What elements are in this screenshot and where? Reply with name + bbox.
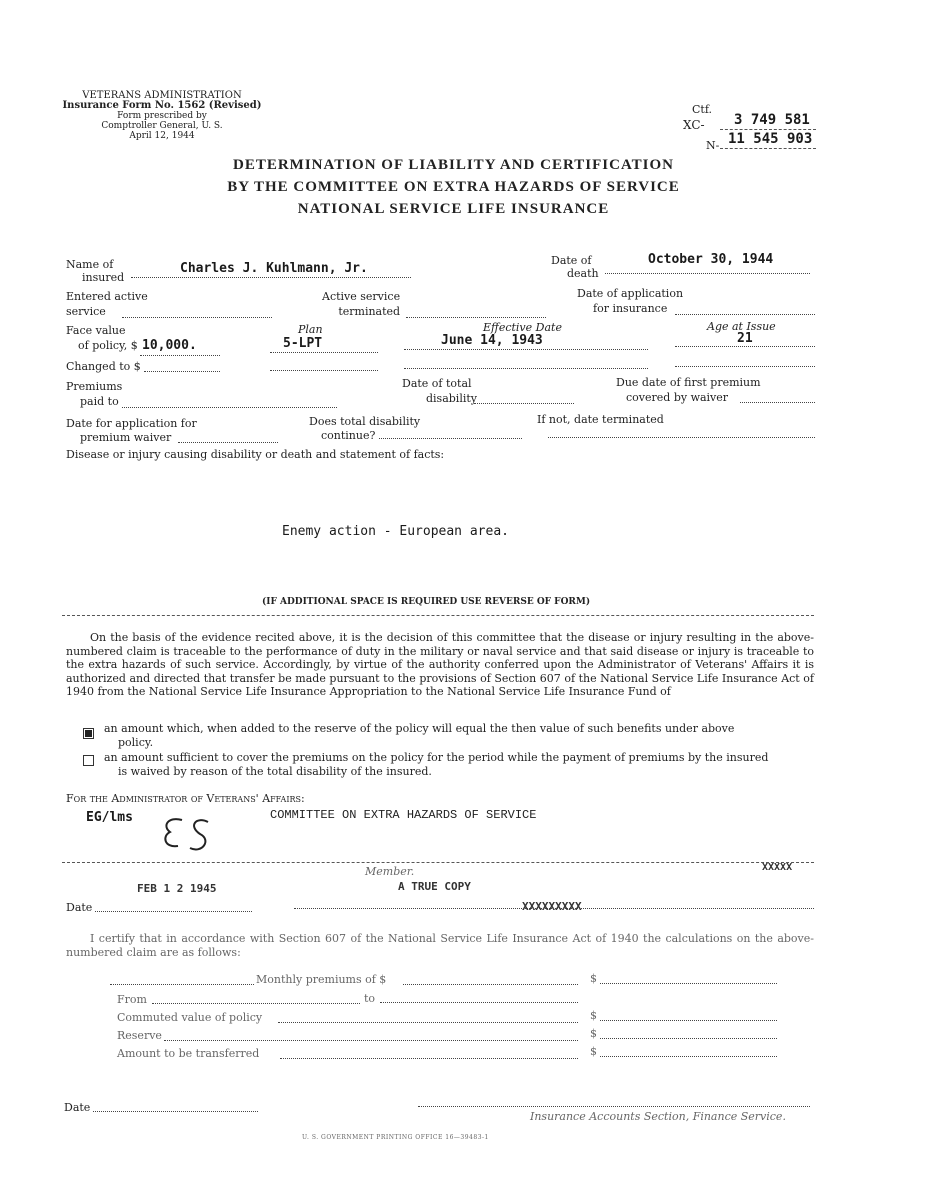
- option-text-1: [104, 722, 816, 749]
- premiums-paid-label: [66, 380, 122, 408]
- form-title-line-3: NATIONAL SERVICE LIFE INSURANCE: [297, 201, 610, 217]
- commuted-amount-line: [600, 1020, 777, 1021]
- terminated-label-line-1: Active service: [322, 290, 401, 303]
- to-label: to: [364, 992, 376, 1005]
- terminated-label: [322, 290, 400, 318]
- commuted-value-label: Commuted value of policy: [117, 1011, 263, 1024]
- first-premium-line: [740, 402, 815, 403]
- application-label: [577, 287, 683, 315]
- date-stamp: FEB 1 2 1945: [137, 882, 217, 895]
- form-title-line-2: BY THE COMMITTEE ON EXTRA HAZARDS OF SERVICE: [227, 179, 680, 195]
- facts-label: Disease or injury causing disability or death and statement of facts:: [66, 448, 445, 461]
- face-value-label-line-1: Face value: [66, 324, 126, 337]
- form-header-form-number: Insurance Form No. 1562 (Revised): [62, 100, 262, 111]
- total-disability-label: [402, 377, 477, 405]
- first-premium-label: [616, 376, 761, 404]
- option-checkbox-1[interactable]: [83, 728, 94, 739]
- xc-label: XC-: [683, 118, 705, 132]
- death-line: [605, 273, 810, 274]
- certify-paragraph: I certify that in accordance with Section 607 of the National Service Life Insurance Act of 1940 the calculations on the above-numbered claim are as follows:: [66, 932, 814, 959]
- changed-to-line: [144, 371, 220, 372]
- date-of-death: October 30, 1944: [648, 252, 774, 267]
- decision-paragraph: On the basis of the evidence recited above, it is the decision of this committee that the disease or injury resulting in the above-numbered claim is traceable to the performance of duty in the military or naval service and that said disease or injury is traceable to the extra hazards of such service. Accordingly, by virtue of the authority conferred upon the Administrator of Veterans' Affairs it is authorized and directed that transfer be made pursuant to the provisions of Section 607 of the National Service Life Insurance Act of 1940 from the National Service Life Insurance Appropriation to the National Service Life Insurance Fund of: [66, 631, 814, 698]
- footer-signature-line: [418, 1106, 810, 1107]
- signature-date-label: Date: [66, 901, 93, 914]
- changed-plan-line: [270, 370, 378, 371]
- changed-to-label: Changed to $: [66, 360, 141, 373]
- face-value: 10,000.: [142, 338, 197, 353]
- first-premium-label-line-1: Due date of first premium: [616, 376, 761, 389]
- waiver-date-label: [66, 417, 197, 444]
- footer-date-label: Date: [64, 1101, 91, 1114]
- face-value-line: [140, 355, 220, 356]
- form-header-comptroller: Comptroller General, U. S.: [101, 121, 223, 131]
- initials: EG/lms: [86, 810, 133, 825]
- option-text-1-line-2: policy.: [118, 735, 154, 749]
- changed-effective-line: [404, 368, 648, 369]
- form-header-prescribed: Form prescribed by: [117, 111, 207, 121]
- cancelled-mark-right: XXXXX: [762, 862, 793, 873]
- reverse-note: (IF ADDITIONAL SPACE IS REQUIRED USE REVERSE OF FORM): [262, 597, 591, 607]
- form-title-line-1: DETERMINATION OF LIABILITY AND CERTIFICATION: [232, 157, 675, 173]
- form-header: [62, 91, 262, 141]
- commuted-dollar-sign: $: [590, 1009, 597, 1022]
- n-number: 11 545 903: [728, 131, 813, 147]
- death-label-line-1: Date of: [551, 254, 592, 267]
- waiver-date-label-line-2: premium waiver: [80, 431, 172, 444]
- option-text-2-line-2: is waived by reason of the total disability of the insured.: [118, 764, 432, 778]
- terminated-line: [406, 317, 546, 318]
- entered-service-label-line-2: service: [66, 305, 106, 318]
- application-label-line-2: for insurance: [593, 302, 668, 315]
- from-line: [152, 1003, 360, 1004]
- total-disability-label-line-2: disability: [426, 392, 477, 405]
- age-at-issue: 21: [737, 331, 753, 346]
- application-label-line-1: Date of application: [577, 287, 684, 300]
- reserve-line: [164, 1040, 578, 1041]
- n-number-line: [720, 148, 816, 149]
- reserve-amount-line: [600, 1038, 777, 1039]
- disability-continue-label-line-2: continue?: [321, 429, 376, 442]
- entered-service-line: [122, 317, 272, 318]
- facts-statement: Enemy action - European area.: [282, 524, 509, 539]
- changed-age-line: [675, 366, 815, 367]
- first-premium-label-line-2: covered by waiver: [626, 391, 729, 404]
- name-label-line-2: insured: [82, 271, 125, 284]
- form-header-date: April 12, 1944: [129, 131, 195, 141]
- plan-value: 5-LPT: [283, 336, 323, 351]
- to-line: [380, 1002, 578, 1003]
- death-label: [551, 254, 599, 280]
- waiver-date-line: [178, 442, 278, 443]
- amount-transferred-label: Amount to be transferred: [117, 1047, 260, 1060]
- xc-number: 3 749 581: [734, 112, 810, 128]
- face-value-label-line-2: of policy, $: [78, 339, 138, 352]
- plan-label: Plan: [298, 323, 323, 336]
- monthly-amount-line: [600, 983, 777, 984]
- name-line: [131, 277, 411, 278]
- signature-initials: [160, 814, 218, 860]
- waiver-date-label-line-1: Date for application for: [66, 417, 197, 430]
- monthly-premiums-prefix-line: [110, 984, 254, 985]
- ctf-label: Ctf.: [692, 103, 713, 116]
- if-not-terminated-label: If not, date terminated: [537, 413, 664, 426]
- disability-continue-label-line-1: Does total disability: [309, 415, 421, 428]
- reserve-dollar-sign: $: [590, 1027, 597, 1040]
- premiums-paid-label-line-2: paid to: [80, 395, 119, 408]
- member-signature-line: [294, 908, 814, 909]
- true-copy-stamp: A TRUE COPY: [398, 880, 471, 893]
- premiums-paid-label-line-1: Premiums: [66, 380, 123, 393]
- committee-name: COMMITTEE ON EXTRA HAZARDS OF SERVICE: [270, 808, 537, 822]
- name-label-line-1: Name of: [66, 258, 114, 271]
- for-administrator-label: For the Administrator of Veterans' Affairs:: [66, 792, 305, 805]
- option-checkbox-2[interactable]: [83, 755, 94, 766]
- printing-office-note: U. S. GOVERNMENT PRINTING OFFICE 16—39483-1: [302, 1134, 489, 1141]
- effective-date: June 14, 1943: [441, 333, 543, 348]
- age-at-issue-line: [675, 346, 815, 347]
- monthly-premiums-line: [403, 984, 578, 985]
- entered-service-label-line-1: Entered active: [66, 290, 148, 303]
- reserve-label: Reserve: [117, 1029, 162, 1042]
- age-at-issue-label: Age at Issue: [707, 320, 776, 333]
- insured-name: Charles J. Kuhlmann, Jr.: [180, 261, 368, 276]
- total-disability-line: [474, 403, 574, 404]
- member-label: Member.: [365, 865, 415, 878]
- entered-service-label: [66, 290, 148, 318]
- terminated-label-line-2: terminated: [338, 305, 401, 318]
- effective-date-line: [404, 349, 648, 350]
- application-line: [675, 314, 815, 315]
- footer-date-line: [93, 1111, 258, 1112]
- total-disability-label-line-1: Date of total: [402, 377, 472, 390]
- signature-date-line: [95, 911, 252, 912]
- amount-transferred-line: [280, 1058, 578, 1059]
- name-label: [66, 258, 124, 284]
- accounts-section-label: Insurance Accounts Section, Finance Service.: [530, 1110, 786, 1123]
- plan-line: [270, 352, 378, 353]
- cancelled-mark-bottom: XXXXXXXXX: [522, 900, 582, 913]
- premiums-paid-line: [122, 407, 337, 408]
- if-not-terminated-line: [548, 437, 815, 438]
- reverse-note-divider: [62, 615, 814, 616]
- member-line: [62, 862, 814, 863]
- option-text-1-line-1: an amount which, when added to the reserve of the policy will equal the then value of such benefits under above: [104, 722, 735, 735]
- from-label: From: [117, 993, 147, 1006]
- monthly-premiums-label: Monthly premiums of $: [256, 973, 387, 986]
- option-text-2-line-1: an amount sufficient to cover the premiums on the policy for the period while the payment of premiums by the insured: [104, 751, 769, 764]
- monthly-dollar-sign: $: [590, 972, 597, 985]
- face-value-label: [66, 324, 138, 352]
- commuted-value-line: [278, 1022, 578, 1023]
- xc-number-line: [720, 129, 816, 130]
- option-text-2: [104, 751, 816, 778]
- amount-transferred-amount-line: [600, 1056, 777, 1057]
- form-header-agency: VETERANS ADMINISTRATION: [82, 90, 242, 101]
- death-label-line-2: death: [567, 267, 599, 280]
- n-label: N-: [706, 139, 720, 152]
- amount-dollar-sign: $: [590, 1045, 597, 1058]
- disability-continue-line: [379, 438, 522, 439]
- effective-date-label: Effective Date: [483, 321, 562, 334]
